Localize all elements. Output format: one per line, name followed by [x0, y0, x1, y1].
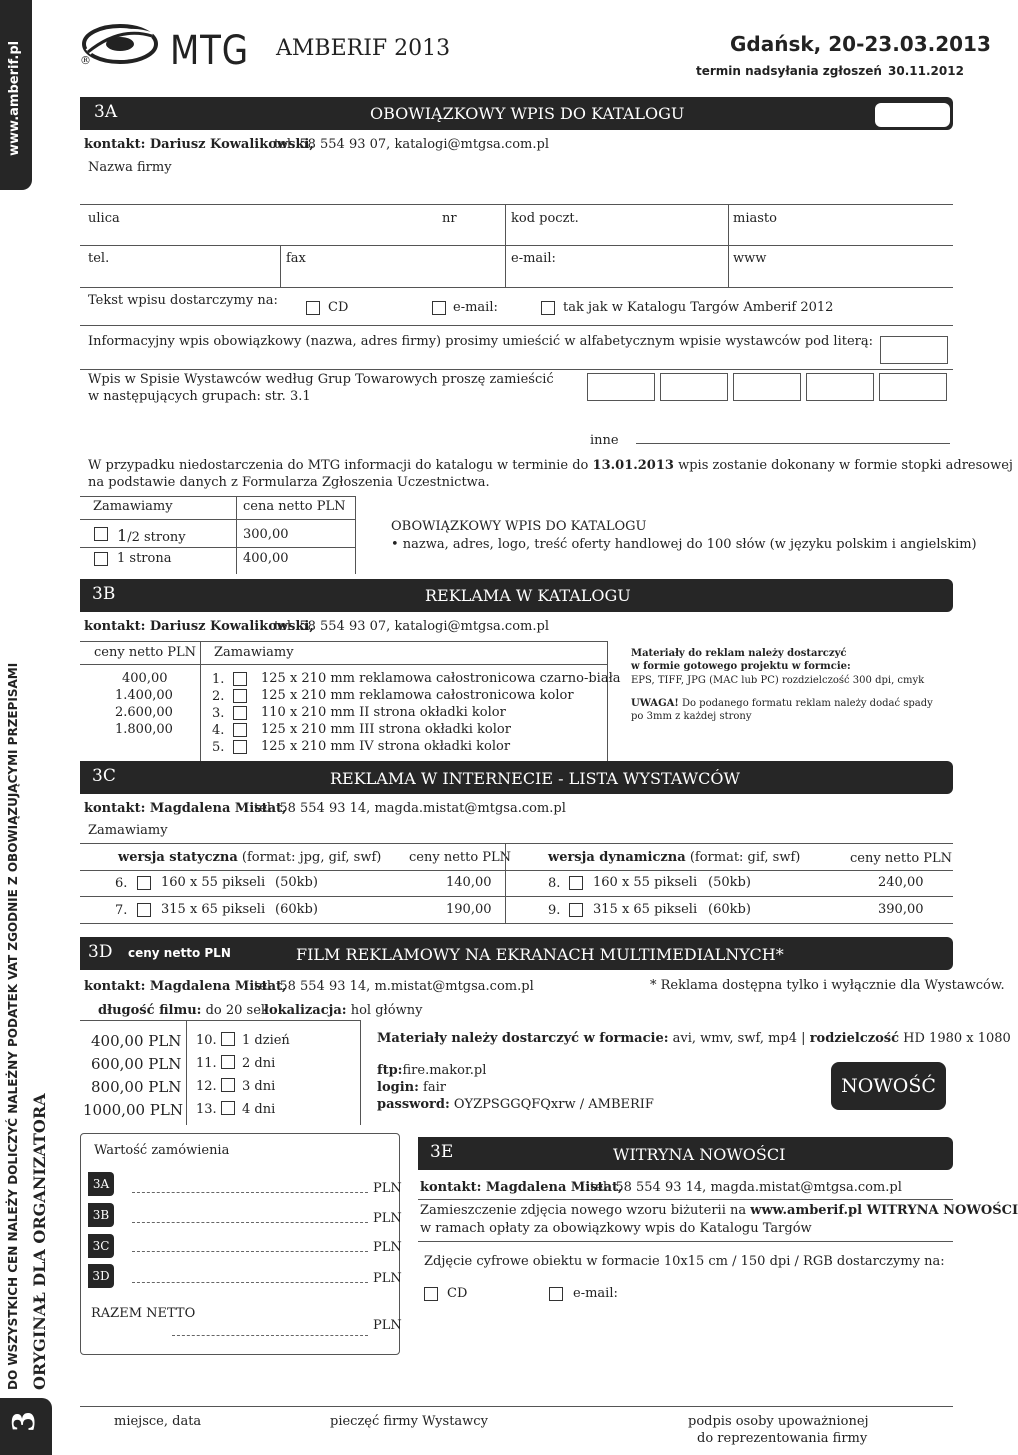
- summary-currency: PLN: [373, 1181, 402, 1196]
- email-label: e-mail:: [511, 251, 556, 266]
- showcase-text: Zamieszczenie zdjęcia nowego wzoru biżuterii na: [420, 1203, 751, 1218]
- section-3d-code: 3D: [88, 942, 113, 962]
- tel-label: tel.: [88, 251, 110, 266]
- group-input-2[interactable]: [660, 373, 728, 401]
- divider: [80, 1020, 360, 1021]
- half-page-text: /2 strony: [127, 530, 186, 545]
- divider: [80, 843, 953, 844]
- email-option-label: e-mail:: [453, 300, 498, 315]
- contact-3c-name: kontakt: Magdalena Mistat,: [84, 801, 287, 816]
- ad-note-1: Materiały do reklam należy dostarczyć: [631, 648, 847, 659]
- postcode-label: kod poczt.: [511, 211, 579, 226]
- order-head-3b: Zamawiamy: [214, 645, 294, 660]
- showcase-line-1: [420, 1203, 1018, 1218]
- contact-3b-rest: tel. 58 554 93 07, katalogi@mtgsa.com.pl: [274, 619, 549, 634]
- static-head-format: (format: jpg, gif, swf): [241, 850, 382, 865]
- web-num: 7.: [115, 903, 128, 918]
- ad-checkbox-4[interactable]: [233, 723, 247, 737]
- divider: [607, 641, 608, 761]
- notice-line-1: [88, 458, 1013, 473]
- ad-desc: 125 x 210 mm reklamowa całostronicowa czarno-biała: [261, 671, 621, 686]
- film-price: 800,00 PLN: [91, 1078, 182, 1096]
- text-supply-label: Tekst wpisu dostarczymy na:: [88, 293, 278, 308]
- summary-code: 3C: [88, 1234, 114, 1258]
- web-checkbox-6[interactable]: [137, 876, 151, 890]
- side-original-label: ORYGINAŁ DLA ORGANIZATORA: [30, 1093, 49, 1390]
- divider: [80, 664, 607, 665]
- web-checkbox-7[interactable]: [137, 903, 151, 917]
- registered-mark: ®: [80, 54, 91, 67]
- summary-title: Wartość zamówienia: [94, 1143, 230, 1158]
- order-head-3a: Zamawiamy: [93, 499, 173, 514]
- film-length-label: długość filmu:: [98, 1003, 202, 1018]
- summary-currency: PLN: [373, 1240, 402, 1255]
- film-num: 12.: [196, 1079, 217, 1094]
- film-password: [377, 1097, 654, 1112]
- ad-note-4: [631, 698, 933, 709]
- section-3a-code: 3A: [94, 102, 118, 122]
- section-3e-bar: [418, 1137, 953, 1170]
- film-checkbox-11[interactable]: [221, 1055, 235, 1069]
- web-kb: (60kb): [275, 902, 318, 917]
- requirements-text: • nazwa, adres, logo, treść oferty handlowej do 100 słów (w języku polskim i angielskim): [391, 537, 977, 552]
- contact-3c-rest: tel. 58 554 93 14, magda.mistat@mtgsa.com.pl: [254, 801, 566, 816]
- web-checkbox-9[interactable]: [569, 903, 583, 917]
- dynamic-head: [548, 850, 800, 865]
- price-head-3c-right: ceny netto PLN: [850, 851, 953, 866]
- group-input-4[interactable]: [806, 373, 874, 401]
- summary-total-currency: PLN: [373, 1318, 402, 1333]
- photo-email-label: e-mail:: [573, 1286, 618, 1301]
- film-days: 4 dni: [242, 1102, 276, 1117]
- web-price: 390,00: [878, 902, 924, 917]
- contact-3a-rest: tel. 58 554 93 07, katalogi@mtgsa.com.pl: [274, 137, 549, 152]
- summary-amount-line[interactable]: [132, 1282, 368, 1283]
- ad-price: 1.400,00: [115, 688, 173, 703]
- web-num: 6.: [115, 876, 128, 891]
- deadline-date: 30.11.2012: [888, 64, 964, 78]
- full-page-price: 400,00: [243, 551, 289, 566]
- web-size: 315 x 65 pikseli: [161, 902, 266, 917]
- showcase-site: www.amberif.pl WITRYNA NOWOŚCI: [750, 1203, 1018, 1218]
- divider: [186, 1020, 187, 1125]
- divider: [280, 245, 281, 287]
- web-price: 190,00: [446, 902, 492, 917]
- divider: [80, 923, 953, 924]
- web-size: 315 x 65 pikseli: [593, 902, 698, 917]
- ad-note-warning: UWAGA!: [631, 698, 679, 709]
- cd-checkbox[interactable]: [306, 301, 320, 315]
- contact-3d-name: kontakt: Magdalena Mistat,: [84, 979, 287, 994]
- ad-desc: 110 x 210 mm II strona okładki kolor: [261, 705, 506, 720]
- summary-total-line[interactable]: [172, 1335, 368, 1336]
- new-badge: NOWOŚĆ: [831, 1062, 946, 1110]
- ad-note-text: Do podanego formatu reklam należy dodać spady: [678, 698, 933, 709]
- film-price: 400,00 PLN: [91, 1032, 182, 1050]
- ad-num: 4.: [212, 723, 225, 738]
- same-as-2012-label: tak jak w Katalogu Targów Amberif 2012: [563, 300, 834, 315]
- film-num: 10.: [196, 1033, 217, 1048]
- section-3d-title: FILM REKLAMOWY NA EKRANACH MULTIMEDIALNYCH*: [296, 945, 784, 964]
- section-3e-title: WITRYNA NOWOŚCI: [613, 1145, 786, 1164]
- film-checkbox-10[interactable]: [221, 1032, 235, 1046]
- section-3e-code: 3E: [430, 1142, 454, 1162]
- ad-checkbox-1[interactable]: [233, 672, 247, 686]
- cd-label: CD: [328, 300, 349, 315]
- city-label: miasto: [733, 211, 777, 226]
- section-3d-bar: [80, 937, 953, 970]
- place-date-label: miejsce, data: [114, 1414, 202, 1429]
- contact-3b-name: kontakt: Dariusz Kowalikowski,: [84, 619, 314, 634]
- notice-text-a: W przypadku niedostarczenia do MTG informacji do katalogu w terminie do: [88, 458, 593, 473]
- ad-price: 1.800,00: [115, 722, 173, 737]
- film-login: [377, 1080, 446, 1095]
- group-input-1[interactable]: [587, 373, 655, 401]
- film-ftp: [377, 1063, 486, 1078]
- divider: [80, 519, 355, 520]
- summary-code: 3B: [88, 1203, 114, 1227]
- film-footnote: * Reklama dostępna tylko i wyłącznie dla Wystawców.: [650, 978, 1005, 993]
- ad-price: 400,00: [122, 671, 168, 686]
- fax-label: fax: [286, 251, 306, 266]
- summary-amount-line[interactable]: [132, 1222, 368, 1223]
- summary-amount-line[interactable]: [132, 1192, 368, 1193]
- divider: [200, 641, 201, 761]
- half-page-price: 300,00: [243, 527, 289, 542]
- photo-email-checkbox[interactable]: [549, 1287, 563, 1301]
- ad-desc: 125 x 210 mm reklamowa całostronicowa kolor: [261, 688, 574, 703]
- film-ftp-label: ftp:: [377, 1063, 403, 1078]
- film-location: [264, 1003, 422, 1018]
- group-input-3[interactable]: [733, 373, 801, 401]
- film-length-value: do 20 sek: [201, 1003, 269, 1018]
- summary-code: 3D: [88, 1264, 114, 1288]
- ad-num: 1.: [212, 672, 225, 687]
- web-price: 240,00: [878, 875, 924, 890]
- web-size: 160 x 55 pikseli: [161, 875, 266, 890]
- photo-requirements: Zdjęcie cyfrowe obiektu w formacie 10x15 cm / 150 dpi / RGB dostarczymy na:: [424, 1254, 945, 1269]
- divider: [418, 1199, 953, 1200]
- film-ftp-value: fire.makor.pl: [402, 1063, 487, 1078]
- summary-currency: PLN: [373, 1211, 402, 1226]
- web-kb: (50kb): [708, 875, 751, 890]
- ad-desc: 125 x 210 mm III strona okładki kolor: [261, 722, 511, 737]
- stamp-label: pieczęć firmy Wystawcy: [330, 1414, 488, 1429]
- full-page-label: 1 strona: [117, 551, 172, 566]
- address-line-2: [80, 245, 953, 246]
- logo-text: MTG: [170, 28, 250, 74]
- web-num: 8.: [548, 876, 561, 891]
- side-rules-text: DO WSZYSTKICH CEN NALEŻY DOLICZYĆ NALEŻNY PODATEK VAT ZGODNIE Z OBOWIĄZUJĄCYMI PRZEPISAMI: [6, 662, 20, 1390]
- section-3b-title: REKLAMA W KATALOGU: [425, 586, 631, 605]
- divider: [80, 870, 953, 871]
- letter-info: Informacyjny wpis obowiązkowy (nazwa, adres firmy) prosimy umieścić w alfabetycznym wpisie wystawców pod literą:: [88, 334, 873, 349]
- film-resolution-label: rodzielczość: [809, 1031, 900, 1046]
- section-3a-title: OBOWIĄZKOWY WPIS DO KATALOGU: [370, 104, 685, 123]
- section-3a-code-field[interactable]: [875, 103, 950, 127]
- footer-line: [80, 1406, 953, 1407]
- showcase-line-2: w ramach opłaty za obowiązkowy wpis do Katalogu Targów: [420, 1221, 812, 1236]
- notice-line-2: na podstawie danych z Formularza Zgłoszenia Uczestnictwa.: [88, 475, 490, 490]
- divider: [418, 1241, 953, 1242]
- www-label: www: [733, 251, 767, 266]
- web-size: 160 x 55 pikseli: [593, 875, 698, 890]
- film-format-label: Materiały należy dostarczyć w formacie:: [377, 1031, 669, 1046]
- email-checkbox[interactable]: [432, 301, 446, 315]
- film-login-label: login:: [377, 1080, 419, 1095]
- web-kb: (50kb): [275, 875, 318, 890]
- ad-desc: 125 x 210 mm IV strona okładki kolor: [261, 739, 511, 754]
- film-num: 13.: [196, 1102, 217, 1117]
- film-location-label: lokalizacja:: [264, 1003, 347, 1018]
- groups-text-1: Wpis w Spisie Wystawców według Grup Towarowych proszę zamieścić: [88, 372, 554, 387]
- divider: [80, 547, 355, 548]
- deadline-label: termin nadsyłania zgłoszeń: [696, 64, 882, 78]
- street-label: ulica: [88, 211, 120, 226]
- divider: [80, 496, 355, 497]
- dynamic-head-format: (format: gif, swf): [689, 850, 801, 865]
- address-line-3: [80, 287, 953, 288]
- section-3b-bar: [80, 579, 953, 612]
- divider: [360, 1020, 361, 1125]
- summary-total-label: RAZEM NETTO: [91, 1306, 196, 1321]
- web-kb: (60kb): [708, 902, 751, 917]
- price-head-3c-left: ceny netto PLN: [409, 850, 512, 865]
- company-label: Nazwa firmy: [88, 160, 172, 175]
- ad-num: 2.: [212, 689, 225, 704]
- section-3c-code: 3C: [92, 766, 116, 786]
- ad-checkbox-2[interactable]: [233, 689, 247, 703]
- summary-box: [80, 1133, 400, 1355]
- photo-cd-checkbox[interactable]: [424, 1287, 438, 1301]
- signature-label-1: podpis osoby upoważnionej: [688, 1414, 869, 1429]
- film-days: 1 dzień: [242, 1033, 290, 1048]
- section-3d-price-head: ceny netto PLN: [128, 946, 231, 960]
- summary-amount-line[interactable]: [132, 1251, 368, 1252]
- other-label: inne: [590, 433, 619, 448]
- address-line-1: [80, 204, 953, 205]
- mtg-logo: [80, 22, 160, 66]
- order-head-3c: Zamawiamy: [88, 823, 168, 838]
- price-head-3b: ceny netto PLN: [94, 645, 197, 660]
- page-number: 3: [6, 1411, 42, 1432]
- ad-checkbox-5[interactable]: [233, 740, 247, 754]
- contact-3a-name: kontakt: Dariusz Kowalikowski,: [84, 137, 314, 152]
- film-price: 1000,00 PLN: [83, 1101, 183, 1119]
- section-3c-bar: [80, 761, 953, 794]
- ad-price: 2.600,00: [115, 705, 173, 720]
- film-password-label: password:: [377, 1097, 450, 1112]
- web-num: 9.: [548, 903, 561, 918]
- side-website: www.amberif.pl: [7, 40, 22, 156]
- photo-cd-label: CD: [447, 1286, 468, 1301]
- section-3a-bar: [80, 97, 953, 130]
- ad-note-3: EPS, TIFF, JPG (MAC lub PC) rozdzielczość 300 dpi, cmyk: [631, 675, 925, 686]
- ad-checkbox-3[interactable]: [233, 706, 247, 720]
- notice-date: 13.01.2013: [592, 458, 674, 473]
- ad-num: 5.: [212, 740, 225, 755]
- summary-code: 3A: [88, 1172, 114, 1196]
- ad-num: 3.: [212, 706, 225, 721]
- half-page-checkbox[interactable]: [94, 527, 108, 541]
- same-as-2012-checkbox[interactable]: [541, 301, 555, 315]
- section-3b-code: 3B: [92, 584, 116, 604]
- film-format-value: avi, wmv, swf, mp4: [668, 1031, 798, 1046]
- signature-label-2: do reprezentowania firmy: [697, 1431, 868, 1446]
- film-num: 11.: [196, 1056, 217, 1071]
- contact-3e-rest: tel. 58 554 93 14, magda.mistat@mtgsa.com.pl: [590, 1180, 902, 1195]
- contact-3e-name: kontakt: Magdalena Mistat,: [420, 1180, 623, 1195]
- nr-label: nr: [442, 211, 457, 226]
- ad-note-5: po 3mm z każdej strony: [631, 711, 752, 722]
- film-days: 3 dni: [242, 1079, 276, 1094]
- divider: [355, 496, 356, 574]
- place-date: Gdańsk, 20-23.03.2013: [730, 32, 991, 56]
- film-days: 2 dni: [242, 1056, 276, 1071]
- film-checkbox-13[interactable]: [221, 1101, 235, 1115]
- summary-currency: PLN: [373, 1271, 402, 1286]
- static-head-title: wersja statyczna: [118, 850, 238, 865]
- divider: [80, 369, 953, 370]
- film-format: Materiały należy dostarczyć w formacie: avi, wmv, swf, mp4 | rodzielczość HD 1980 x 1080: [377, 1031, 1011, 1046]
- full-page-checkbox[interactable]: [94, 552, 108, 566]
- event-title: AMBERIF 2013: [276, 36, 451, 61]
- price-head-3a: cena netto PLN: [243, 499, 346, 514]
- group-input-5[interactable]: [879, 373, 947, 401]
- film-price: 600,00 PLN: [91, 1055, 182, 1073]
- web-price: 140,00: [446, 875, 492, 890]
- film-login-value: fair: [418, 1080, 446, 1095]
- other-input[interactable]: [636, 443, 950, 444]
- divider: [505, 843, 506, 923]
- notice-text-b: wpis zostanie dokonany w formie stopki adresowej: [673, 458, 1013, 473]
- half-page-label: [117, 526, 186, 545]
- half-page-num: 1: [117, 526, 128, 545]
- divider: [80, 641, 607, 642]
- groups-text-2: w następujących grupach: str. 3.1: [88, 389, 311, 404]
- film-resolution-value: HD 1980 x 1080: [899, 1031, 1011, 1046]
- dynamic-head-title: wersja dynamiczna: [548, 850, 686, 865]
- contact-3d-rest: tel. 58 554 93 14, m.mistat@mtgsa.com.pl: [254, 979, 534, 994]
- static-head: [118, 850, 381, 865]
- section-3c-title: REKLAMA W INTERNECIE - LISTA WYSTAWCÓW: [330, 769, 740, 788]
- divider: [80, 896, 953, 897]
- divider: [236, 496, 237, 574]
- web-checkbox-8[interactable]: [569, 876, 583, 890]
- divider: [80, 325, 953, 326]
- film-checkbox-12[interactable]: [221, 1078, 235, 1092]
- requirements-title: OBOWIĄZKOWY WPIS DO KATALOGU: [391, 519, 647, 534]
- film-password-value: OYZPSGGQFQxrw / AMBERIF: [449, 1097, 654, 1112]
- ad-note-2: w formie gotowego projektu w formcie:: [631, 661, 851, 672]
- film-length: [98, 1003, 269, 1018]
- letter-input[interactable]: [880, 336, 948, 364]
- film-location-value: hol główny: [346, 1003, 423, 1018]
